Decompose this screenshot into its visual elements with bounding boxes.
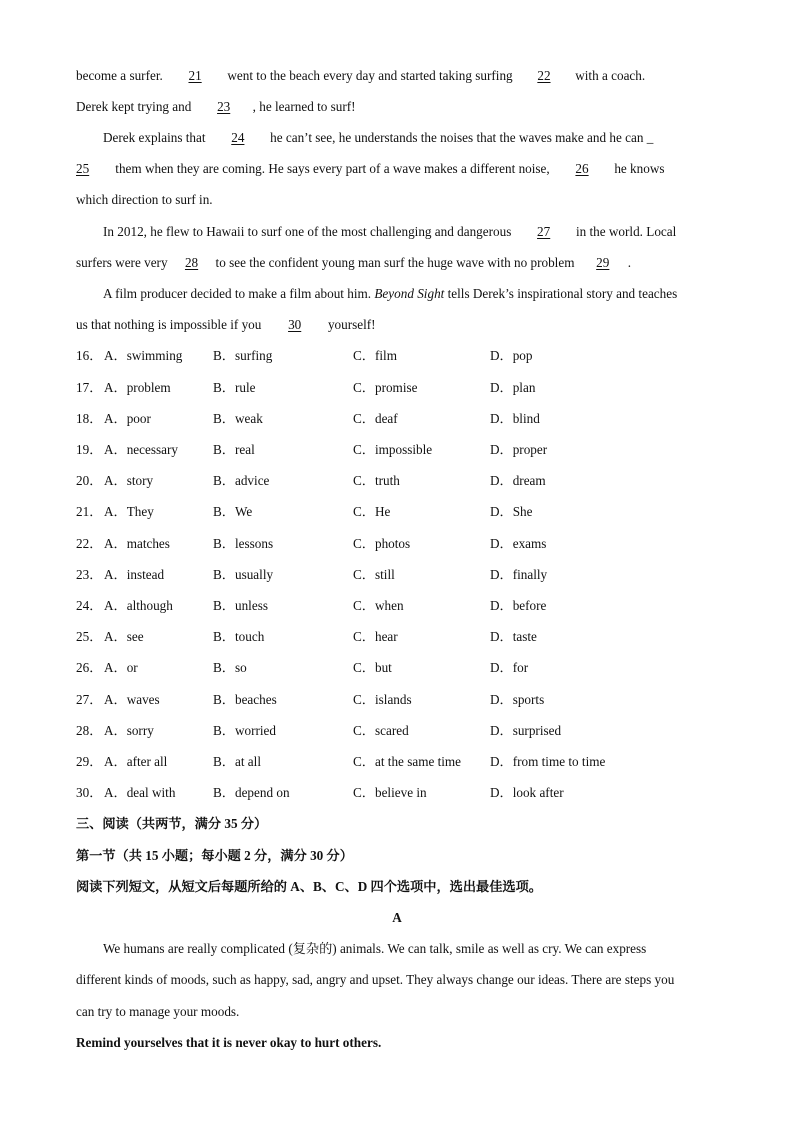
passage-text: surfers were very xyxy=(76,255,168,270)
passage-text: , he learned to surf! xyxy=(252,99,356,114)
passage-line xyxy=(76,316,718,334)
option-b: B．We xyxy=(213,504,253,519)
blank-30: 30 xyxy=(288,317,302,332)
option-c: C．but xyxy=(353,660,392,675)
passage-text: in the world. Local xyxy=(572,224,677,239)
part-heading: 第一节（共 15 小题；每小题 2 分，满分 30 分） xyxy=(76,848,353,863)
question-row xyxy=(76,535,754,553)
blank-22: 22 xyxy=(537,68,551,83)
option-a: A．sorry xyxy=(104,723,154,738)
blank-23: 23 xyxy=(217,99,231,114)
option-c: C．promise xyxy=(353,380,418,395)
question-number: 20． xyxy=(76,473,103,488)
option-b: B．touch xyxy=(213,629,265,644)
question-row xyxy=(76,472,754,490)
passage-text: In 2012, he flew to Hawaii to surf one of the most challenging and dangerous xyxy=(103,224,515,239)
question-number: 29． xyxy=(76,754,103,769)
option-d: D．taste xyxy=(490,629,537,644)
passage-text: went to the beach every day and started taking surfing xyxy=(224,68,516,83)
passage-line xyxy=(103,223,718,241)
reading-subheading: Remind yourselves that it is never okay to hurt others. xyxy=(76,1035,382,1050)
option-b: B．advice xyxy=(213,473,270,488)
passage-text: he knows xyxy=(611,161,665,176)
question-row xyxy=(76,597,754,615)
question-row xyxy=(76,347,754,365)
option-b: B．unless xyxy=(213,598,268,613)
option-c: C．impossible xyxy=(353,442,433,457)
option-d: D．look after xyxy=(490,785,564,800)
blank-24: 24 xyxy=(231,130,245,145)
option-b: B．worried xyxy=(213,723,276,738)
option-b: B．rule xyxy=(213,380,256,395)
question-row xyxy=(76,566,754,584)
option-a: A．swimming xyxy=(104,348,183,363)
question-number: 25． xyxy=(76,629,103,644)
passage-text: Derek explains that xyxy=(103,130,209,145)
option-c: C．at the same time xyxy=(353,754,462,769)
instruction: 阅读下列短文，从短文后每题所给的 A、B、C、D 四个选项中，选出最佳选项。 xyxy=(76,879,542,894)
option-a: A．poor xyxy=(104,411,151,426)
passage-line xyxy=(103,285,718,303)
blank-28: 28 xyxy=(184,255,199,270)
reading-line: different kinds of moods, such as happy, sad, angry and upset. They always change our ideas. There are steps you xyxy=(76,972,675,987)
passage-text: become a surfer. xyxy=(76,68,167,83)
option-b: B．depend on xyxy=(213,785,290,800)
passage-text: with a coach. xyxy=(571,68,646,83)
option-d: D．surprised xyxy=(490,723,562,738)
question-number: 28． xyxy=(76,723,103,738)
option-a: A．necessary xyxy=(104,442,178,457)
question-number: 16． xyxy=(76,348,103,363)
option-b: B．so xyxy=(213,660,247,675)
option-c: C．truth xyxy=(353,473,400,488)
option-c: C．photos xyxy=(353,536,411,551)
question-number: 21． xyxy=(76,504,103,519)
blank-25: 25 xyxy=(76,161,90,176)
question-row xyxy=(76,722,754,740)
option-a: A．matches xyxy=(104,536,170,551)
blank-27: 27 xyxy=(537,224,551,239)
option-a: A．waves xyxy=(104,692,160,707)
question-row xyxy=(76,691,754,709)
passage-line xyxy=(76,67,718,85)
option-c: C．He xyxy=(353,504,391,519)
option-d: D．proper xyxy=(490,442,548,457)
passage-text: them when they are coming. He says every part of a wave makes a different noise, xyxy=(112,161,554,176)
film-title: Beyond Sight xyxy=(374,286,445,301)
passage-line xyxy=(103,129,718,147)
question-row xyxy=(76,441,754,459)
option-d: D．from time to time xyxy=(490,754,606,769)
option-b: B．beaches xyxy=(213,692,277,707)
option-c: C．when xyxy=(353,598,404,613)
option-a: A．instead xyxy=(104,567,165,582)
section-heading: 三、阅读（共两节，满分 35 分） xyxy=(76,816,268,831)
question-number: 22． xyxy=(76,536,103,551)
passage-text: to see the confident young man surf the huge wave with no problem xyxy=(215,255,578,270)
passage-text: Derek kept trying and xyxy=(76,99,195,114)
question-row xyxy=(76,753,754,771)
question-row xyxy=(76,503,754,521)
option-a: A．see xyxy=(104,629,144,644)
option-d: D．She xyxy=(490,504,533,519)
passage-text: A film producer decided to make a film about him. xyxy=(103,286,375,301)
question-row xyxy=(76,659,754,677)
option-c: C．film xyxy=(353,348,397,363)
option-a: A．problem xyxy=(104,380,171,395)
passage-letter: A xyxy=(392,910,402,925)
passage-text: tells Derek’s inspirational story and teaches xyxy=(444,286,678,301)
question-number: 17． xyxy=(76,380,103,395)
question-row xyxy=(76,628,754,646)
option-d: D．pop xyxy=(490,348,533,363)
passage-line xyxy=(76,160,718,178)
passage-line xyxy=(76,254,718,272)
passage-text: us that nothing is impossible if you xyxy=(76,317,265,332)
passage-text: he can’t see, he understands the noises that the waves make and he can _ xyxy=(266,130,654,145)
option-a: A．deal with xyxy=(104,785,176,800)
option-a: A．after all xyxy=(104,754,168,769)
question-row xyxy=(76,410,754,428)
option-c: C．islands xyxy=(353,692,412,707)
question-number: 24． xyxy=(76,598,103,613)
question-number: 19． xyxy=(76,442,103,457)
reading-line: can try to manage your moods. xyxy=(76,1004,240,1019)
option-c: C．still xyxy=(353,567,395,582)
option-b: B．lessons xyxy=(213,536,274,551)
option-c: C．hear xyxy=(353,629,398,644)
option-c: C．believe in xyxy=(353,785,427,800)
question-number: 26． xyxy=(76,660,103,675)
blank-21: 21 xyxy=(188,68,202,83)
blank-26: 26 xyxy=(575,161,589,176)
option-a: A．They xyxy=(104,504,154,519)
question-row xyxy=(76,379,754,397)
option-d: D．for xyxy=(490,660,529,675)
option-a: A．story xyxy=(104,473,154,488)
option-c: C．deaf xyxy=(353,411,398,426)
question-number: 30． xyxy=(76,785,103,800)
reading-line: We humans are really complicated (复杂的) animals. We can talk, smile as well as cry. We can express xyxy=(103,941,647,956)
passage-line xyxy=(76,98,718,116)
option-b: B．real xyxy=(213,442,255,457)
option-b: B．usually xyxy=(213,567,274,582)
option-d: D．plan xyxy=(490,380,536,395)
option-d: D．exams xyxy=(490,536,547,551)
option-a: A．although xyxy=(104,598,173,613)
passage-text: . xyxy=(627,255,632,270)
option-c: C．scared xyxy=(353,723,409,738)
question-number: 27． xyxy=(76,692,103,707)
option-d: D．dream xyxy=(490,473,546,488)
option-b: B．surfing xyxy=(213,348,273,363)
question-row xyxy=(76,784,754,802)
option-d: D．blind xyxy=(490,411,540,426)
option-d: D．before xyxy=(490,598,547,613)
option-d: D．sports xyxy=(490,692,545,707)
option-d: D．finally xyxy=(490,567,548,582)
question-number: 18． xyxy=(76,411,103,426)
blank-29: 29 xyxy=(596,255,610,270)
passage-text: yourself! xyxy=(324,317,376,332)
option-a: A．or xyxy=(104,660,138,675)
passage-line: which direction to surf in. xyxy=(76,192,213,207)
option-b: B．at all xyxy=(213,754,261,769)
question-number: 23． xyxy=(76,567,103,582)
option-b: B．weak xyxy=(213,411,263,426)
